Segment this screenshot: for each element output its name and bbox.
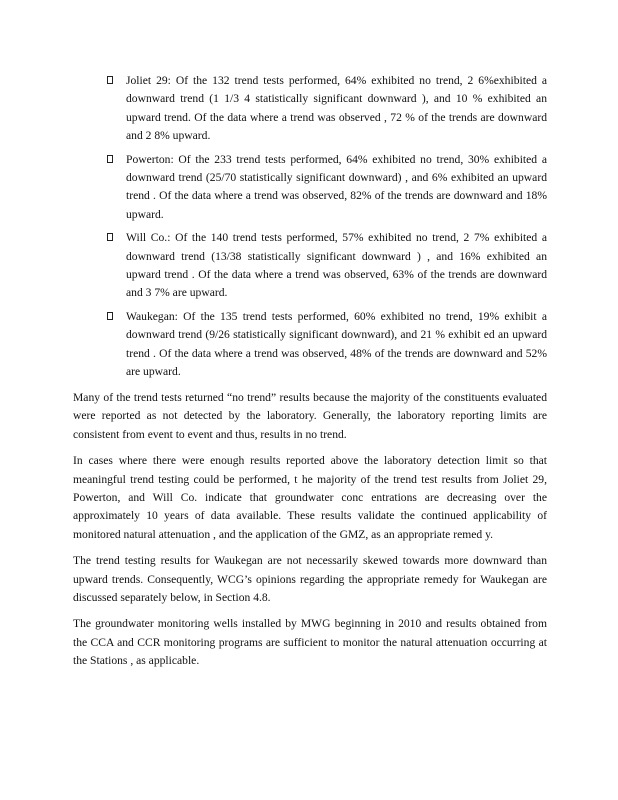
list-item (107, 151, 547, 225)
list-item (107, 229, 547, 303)
trend-results-list (107, 72, 547, 387)
bullet-text-will-co: Will Co.: Of the 140 trend tests performed, 57% exhibited no trend, 2 7% exhibited a downward trend (13/38 statistically significant downward ) , and 16% exhibited an upward trend . Of the data where a trend was observed, 63% of the trends are downward and 3 7% are upward. (126, 231, 547, 300)
list-item (107, 308, 547, 382)
bullet-marker (107, 155, 113, 163)
paragraph-waukegan: The trend testing results for Waukegan are not necessarily skewed towards more downward than upward trends. Consequently, WCG’s opinions regarding the appropriate remedy for Waukegan are discussed separately below, in Section 4.8. (73, 554, 547, 605)
list-item (107, 72, 547, 146)
bullet-marker (107, 312, 113, 320)
bullet-text-joliet: Joliet 29: Of the 132 trend tests performed, 64% exhibited no trend, 2 6%exhibited a downward trend (1 1/3 4 statistically significant downward ), and 10 % exhibited an upward trend. Of the data where a trend was observed , 72 % of the trends are downward and 2 8% upward. (126, 74, 547, 143)
body-paragraphs (73, 389, 547, 679)
bullet-text-powerton: Powerton: Of the 233 trend tests performed, 64% exhibited no trend, 30% exhibited a downward trend (25/70 statistically significant downward) , and 6% exhibited an upward trend . Of the data where a trend was observed, 82% of the trends are downward and 18% upward. (126, 152, 547, 221)
paragraph-monitoring-wells: The groundwater monitoring wells installed by MWG beginning in 2010 and results obtained from the CCA and CCR monitoring programs are sufficient to monitor the natural attenuation occurring at the Stations , as applicable. (73, 617, 547, 668)
bullet-marker (107, 76, 113, 84)
bullet-marker (107, 233, 113, 241)
paragraph-no-trend: Many of the trend tests returned “no trend” results because the majority of the constituents evaluated were reported as not detected by the laboratory. Generally, the laboratory reporting limits are consistent from event to event and thus, results in no trend. (73, 391, 547, 441)
paragraph-trend-testing: In cases where there were enough results reported above the laboratory detection limit so that meaningful trend testing could be performed, t he majority of the trend test results from Joliet 29, Powerton, and Will Co. indicate that groundwater conc entrations are decreasing over the approximately 10 years of data available. These results validate the continued applicability of monitored natural attenuation , and the application of the GMZ, as an appropriate remed y. (73, 454, 547, 541)
bullet-text-waukegan: Waukegan: Of the 135 trend tests performed, 60% exhibited no trend, 19% exhibit a downward trend (9/26 statistically significant downward), and 21 % exhibit ed an upward trend . Of the data where a trend was observed, 48% of the trends are downward and 52% are upward. (126, 309, 547, 379)
